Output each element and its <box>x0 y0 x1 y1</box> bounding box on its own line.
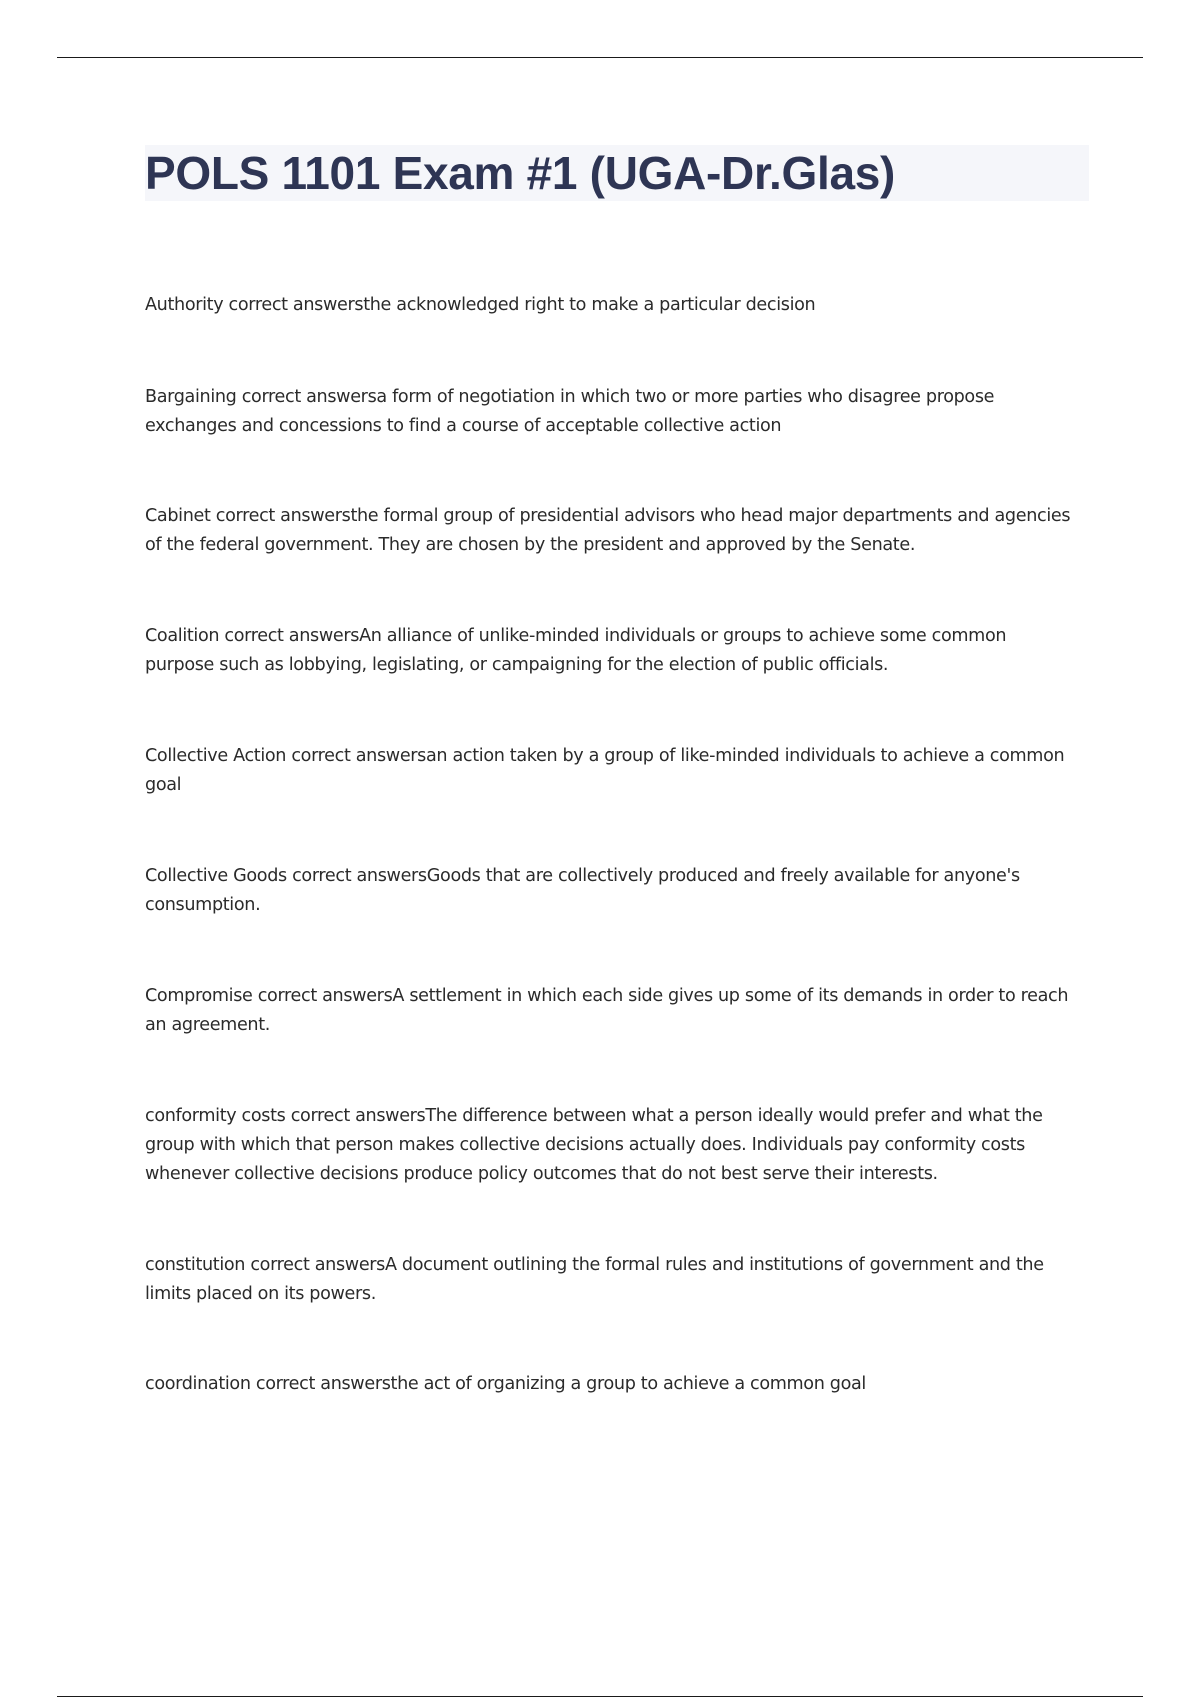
entry-term: constitution <box>145 1255 246 1275</box>
entry-term: Collective Action <box>145 746 287 766</box>
entry-separator: correct answers <box>223 295 364 315</box>
entry-definition: a form of negotiation in which two or more parties who disagree propose exchanges and concessions to find a course of acceptable collective action <box>145 387 995 436</box>
title-banner <box>145 145 1089 201</box>
entry-coordination <box>145 1370 1075 1399</box>
entry-term: Coalition <box>145 626 220 646</box>
entry-conformity-costs <box>145 1102 1075 1189</box>
entry-separator: correct answers <box>285 1106 426 1126</box>
entry-separator: correct answers <box>250 1374 391 1394</box>
entry-term: Compromise <box>145 986 253 1006</box>
entry-collective-goods <box>145 862 1075 920</box>
entry-definition: A document outlining the formal rules and institutions of government and the limits placed on its powers. <box>145 1255 1044 1304</box>
entry-separator: correct answers <box>286 866 427 886</box>
entry-bargaining <box>145 383 1075 441</box>
entry-definition: an action taken by a group of like-minded individuals to achieve a common goal <box>145 746 1065 795</box>
entry-cabinet <box>145 502 1075 560</box>
bottom-rule <box>57 1696 1143 1697</box>
entry-compromise <box>145 982 1075 1040</box>
entry-definition: Goods that are collectively produced and freely available for anyone's consumption. <box>145 866 1020 915</box>
entry-term: Authority <box>145 295 224 315</box>
entry-definition: The difference between what a person ideally would prefer and what the group with which that person makes collective decisions actually does. Individuals pay conformity costs whenever collective decisions produce policy outcomes that do not best serve their interests. <box>145 1106 1043 1184</box>
entry-separator: correct answers <box>219 626 360 646</box>
entry-term: Collective Goods <box>145 866 287 886</box>
entry-definition: A settlement in which each side gives up some of its demands in order to reach an agreement. <box>145 986 1069 1035</box>
entry-separator: correct answers <box>286 746 426 766</box>
entry-coalition <box>145 622 1075 680</box>
entry-definition: the act of organizing a group to achieve a common goal <box>390 1374 866 1394</box>
entry-separator: correct answers <box>210 506 351 526</box>
entry-separator: correct answers <box>252 986 393 1006</box>
entry-separator: correct answers <box>236 387 377 407</box>
page-title: POLS 1101 Exam #1 (UGA-Dr.Glas) <box>145 147 896 199</box>
entry-definition: An alliance of unlike-minded individuals or groups to achieve some common purpose such as lobbying, legislating, or campaigning for the election of public officials. <box>145 626 1007 675</box>
top-rule <box>57 57 1143 58</box>
entry-term: conformity costs <box>145 1106 286 1126</box>
entry-separator: correct answers <box>245 1255 385 1275</box>
entry-definition: the formal group of presidential advisors who head major departments and agencies of the federal government. They are chosen by the president and approved by the Senate. <box>145 506 1071 555</box>
entry-term: coordination <box>145 1374 251 1394</box>
entry-constitution <box>145 1251 1075 1309</box>
entry-authority <box>145 291 1075 320</box>
entry-collective-action <box>145 742 1075 800</box>
entry-term: Cabinet <box>145 506 211 526</box>
entry-definition: the acknowledged right to make a particular decision <box>363 295 816 315</box>
entry-term: Bargaining <box>145 387 237 407</box>
